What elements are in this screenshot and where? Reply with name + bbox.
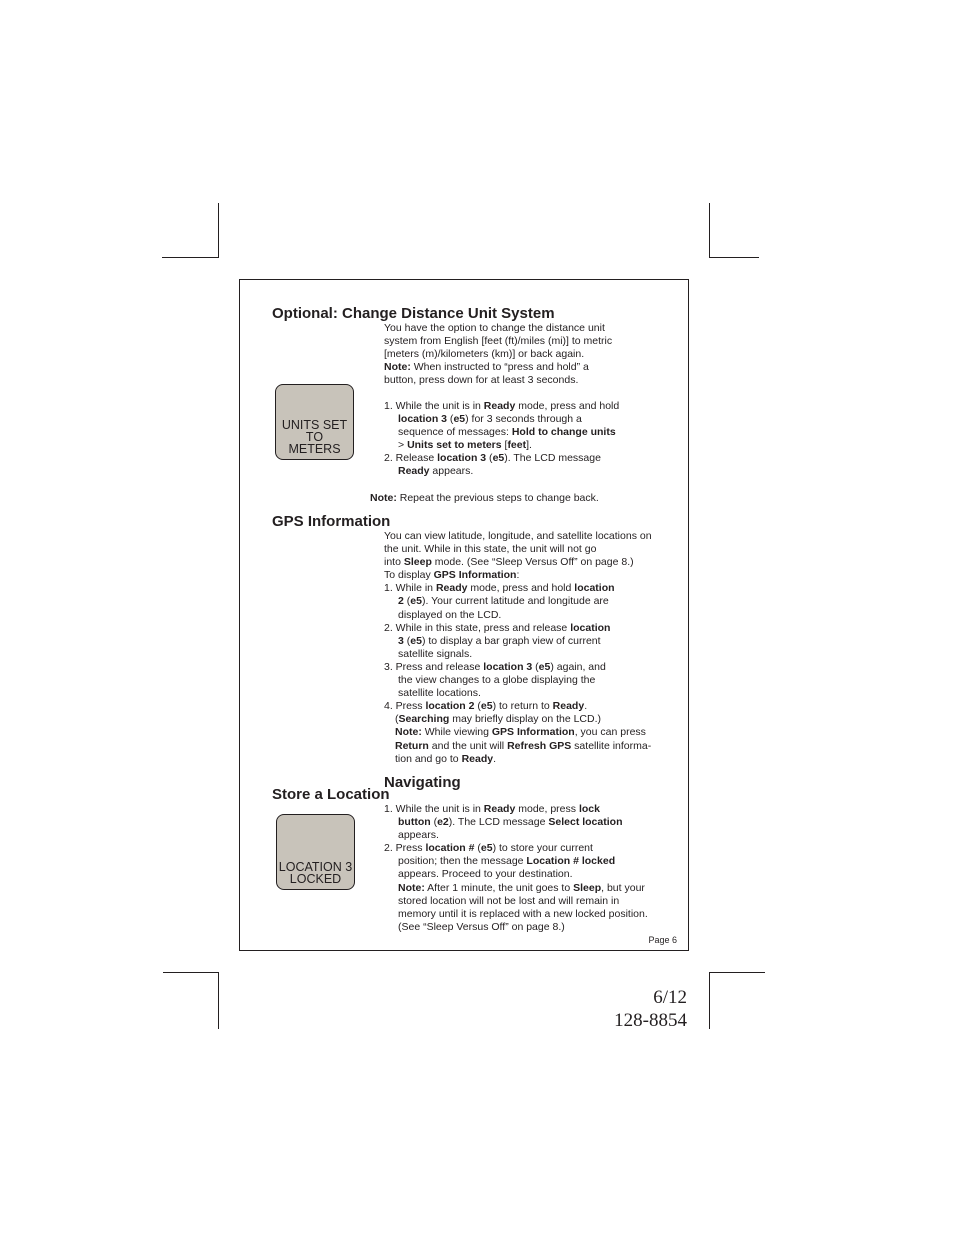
part-number: 128-8854 bbox=[614, 1010, 687, 1031]
note-text: When instructed to “press and hold” a bbox=[410, 361, 589, 374]
paragraph-line: You have the option to change the distance unit bbox=[384, 322, 605, 334]
paragraph-line: the view changes to a globe displaying the bbox=[398, 674, 596, 687]
crop-mark bbox=[709, 972, 710, 1029]
lcd-line: LOCKED bbox=[289, 872, 342, 886]
navigating-text bbox=[384, 803, 648, 934]
note-label: Note: bbox=[384, 361, 411, 374]
manual-page bbox=[239, 279, 689, 951]
paragraph-line: memory until it is replaced with a new locked position. bbox=[398, 907, 648, 920]
section-heading-navigating: Navigating bbox=[384, 774, 461, 791]
note-line: button, press down for at least 3 seconds. bbox=[384, 374, 579, 387]
lcd-location-locked bbox=[276, 814, 355, 890]
paragraph-line: (See “Sleep Versus Off” on page 8.) bbox=[398, 920, 565, 933]
paragraph-line: button (e2). The LCD message Select location bbox=[398, 816, 623, 829]
paragraph-line: Note: While viewing GPS Information, you can press bbox=[395, 726, 646, 739]
section-heading-distance: Optional: Change Distance Unit System bbox=[272, 305, 555, 322]
paragraph-line: 1. While the unit is in Ready mode, press lock bbox=[384, 803, 600, 815]
lcd-line: LOCATION 3 bbox=[278, 860, 353, 874]
paragraph-line: 4. Press location 2 (e5) to return to Ready. bbox=[384, 700, 588, 713]
paragraph-line: To display GPS Information: bbox=[384, 569, 520, 582]
crop-mark bbox=[709, 257, 759, 258]
paragraph-line: tion and go to Ready. bbox=[395, 752, 496, 765]
paragraph-line: sequence of messages: Hold to change units bbox=[398, 426, 616, 439]
repeat-note bbox=[370, 492, 599, 505]
lcd-line: METERS bbox=[288, 442, 341, 456]
section-heading-gps: GPS Information bbox=[272, 513, 391, 530]
paragraph-line: 2 (e5). Your current latitude and longitude are bbox=[398, 595, 609, 608]
note-line bbox=[384, 361, 612, 374]
paragraph-line: the unit. While in this state, the unit will not go bbox=[384, 543, 597, 556]
paragraph-line: appears. bbox=[398, 829, 439, 842]
print-date: 6/12 bbox=[653, 987, 687, 1008]
lcd-line: TO bbox=[305, 430, 324, 444]
paragraph-line: 3. Press and release location 3 (e5) again, and bbox=[384, 660, 606, 673]
paragraph-line: 1. While the unit is in Ready mode, press and hold bbox=[384, 400, 620, 412]
paragraph-line: position; then the message Location # locked bbox=[398, 855, 616, 868]
crop-mark bbox=[163, 972, 219, 973]
paragraph-line: Ready appears. bbox=[398, 465, 474, 478]
crop-mark bbox=[709, 972, 765, 973]
distance-intro bbox=[384, 322, 612, 387]
gps-information-text bbox=[384, 530, 652, 766]
crop-mark bbox=[709, 203, 710, 258]
paragraph-line: 2. Press location # (e5) to store your current bbox=[384, 842, 593, 855]
paragraph-line: satellite locations. bbox=[398, 687, 481, 700]
lcd-line: UNITS SET bbox=[281, 418, 348, 432]
crop-mark bbox=[162, 257, 219, 258]
paragraph-line: (Searching may briefly display on the LCD.) bbox=[395, 713, 602, 726]
paragraph-line: 2. While in this state, press and release location bbox=[384, 621, 611, 634]
paragraph-line: displayed on the LCD. bbox=[398, 608, 502, 621]
crop-mark bbox=[218, 972, 219, 1029]
print-code bbox=[614, 986, 687, 1032]
paragraph-line: location 3 (e5) for 3 seconds through a bbox=[398, 413, 582, 426]
paragraph-line: > Units set to meters [feet]. bbox=[398, 439, 532, 452]
paragraph-line: Note: After 1 minute, the unit goes to Sleep, but your bbox=[398, 881, 645, 894]
paragraph-line: satellite signals. bbox=[398, 647, 473, 660]
page-number: Page 6 bbox=[648, 935, 677, 945]
paragraph-line: [meters (m)/kilometers (km)] or back again. bbox=[384, 348, 585, 361]
paragraph-line: system from English [feet (ft)/miles (mi)] to metric bbox=[384, 335, 613, 348]
paragraph-line: appears. Proceed to your destination. bbox=[398, 868, 573, 881]
distance-steps bbox=[384, 400, 619, 479]
paragraph-line: Return and the unit will Refresh GPS satellite informa- bbox=[395, 739, 652, 752]
paragraph-line: 2. Release location 3 (e5). The LCD message bbox=[384, 452, 601, 465]
paragraph-line: stored location will not be lost and will remain in bbox=[398, 894, 620, 907]
paragraph-line: 1. While in Ready mode, press and hold location bbox=[384, 582, 615, 595]
paragraph-line: 3 (e5) to display a bar graph view of current bbox=[398, 634, 601, 647]
lcd-units-set-to-meters bbox=[275, 384, 354, 460]
crop-mark bbox=[218, 203, 219, 258]
paragraph-line: Note: Repeat the previous steps to change back. bbox=[370, 492, 599, 504]
paragraph-line: into Sleep mode. (See “Sleep Versus Off” on page 8.) bbox=[384, 556, 634, 569]
section-heading-store-location: Store a Location bbox=[272, 786, 390, 803]
paragraph-line: You can view latitude, longitude, and satellite locations on bbox=[384, 530, 652, 542]
